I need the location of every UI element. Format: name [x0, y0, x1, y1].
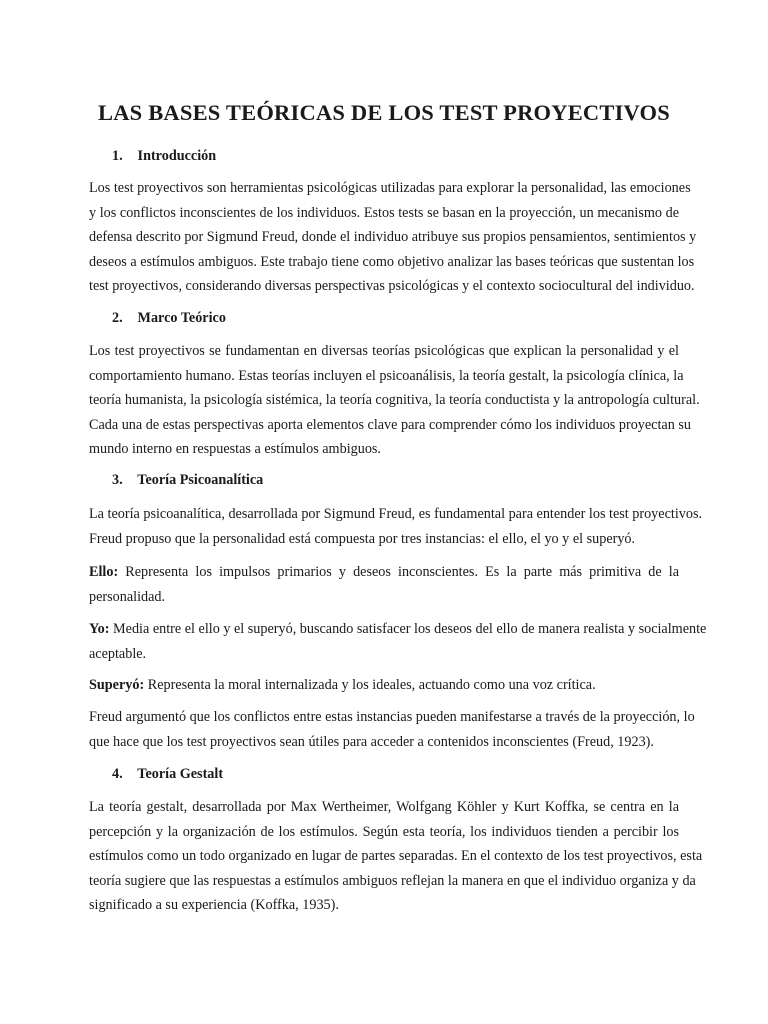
paragraph-marco-teorico: [89, 339, 700, 462]
term-yo: [89, 617, 707, 666]
text-line: defensa descrito por Sigmund Freud, donde el individuo atribuye sus propios pensamientos, sentimientos y: [89, 229, 697, 246]
section-number: 2.: [112, 310, 123, 326]
term-superyo: [89, 673, 679, 698]
section-number: 4.: [112, 766, 123, 782]
paragraph-freud-conclusion: [89, 705, 695, 754]
term-label: Superyó:: [89, 677, 145, 693]
text-line: mundo interno en respuestas a estímulos ambiguos.: [89, 441, 381, 458]
section-title: Marco Teórico: [137, 310, 226, 326]
term-label: Ello:: [89, 564, 119, 580]
text-line: Freud propuso que la personalidad está compuesta por tres instancias: el ello, el yo y el superyó.: [89, 530, 636, 547]
term-label: Yo:: [89, 621, 110, 637]
document-title: LAS BASES TEÓRICAS DE LOS TEST PROYECTIVOS: [98, 100, 670, 125]
section-number: 1.: [112, 148, 123, 164]
section-heading-marco-teorico: [112, 308, 226, 328]
paragraph-teoria-gestalt: [89, 795, 703, 918]
paragraph-teoria-psicoanalitica: [89, 502, 703, 551]
text-line: La teoría gestalt, desarrollada por Max Wertheimer, Wolfgang Köhler y Kurt Koffka, se centra en la: [89, 799, 679, 815]
text-line: La teoría psicoanalítica, desarrollada por Sigmund Freud, es fundamental para entender los test proyectivos.: [89, 506, 703, 522]
text-line: teoría humanista, la psicología sistémica, la teoría cognitiva, la teoría conductista y la antropología cultural.: [89, 392, 700, 409]
text-line: Freud argumentó que los conflictos entre estas instancias pueden manifestarse a través de la proyección, lo: [89, 709, 695, 725]
text-line: [89, 673, 679, 698]
text-line: Los test proyectivos se fundamentan en diversas teorías psicológicas que explican la personalidad y el: [89, 343, 679, 359]
section-heading-teoria-psicoanalitica: [112, 470, 263, 490]
section-title: Teoría Psicoanalítica: [137, 472, 264, 488]
section-title: Introducción: [137, 148, 217, 164]
section-number: 3.: [112, 472, 123, 488]
text-line: percepción y la organización de los estímulos. Según esta teoría, los individuos tienden a percibir los: [89, 823, 679, 840]
text-line: Cada una de estas perspectivas aporta elementos clave para comprender cómo los individuos proyectan su: [89, 416, 691, 433]
text-line: estímulos como un todo organizado en lugar de partes separadas. En el contexto de los test proyectivos, esta: [89, 848, 703, 865]
text-line: [89, 617, 707, 642]
term-definition: Media entre el ello y el superyó, buscando satisfacer los deseos del ello de manera realista y socialmente: [109, 621, 707, 637]
text-line: [89, 560, 679, 585]
term-ello: [89, 560, 679, 609]
term-definition: Representa los impulsos primarios y deseos inconscientes. Es la parte más primitiva de la: [118, 564, 679, 580]
text-line: aceptable.: [89, 645, 147, 662]
section-title: Teoría Gestalt: [137, 766, 224, 782]
text-line: deseos a estímulos ambiguos. Este trabajo tiene como objetivo analizar las bases teóricas que sustentan los: [89, 253, 695, 270]
section-heading-introduccion: [112, 146, 216, 166]
text-line: teoría sugiere que las respuestas a estímulos ambiguos reflejan la manera en que el individuo organiza y da: [89, 872, 696, 889]
text-line: comportamiento humano. Estas teorías incluyen el psicoanálisis, la teoría gestalt, la psicología clínica, la: [89, 367, 684, 384]
text-line: y los conflictos inconscientes de los individuos. Estos tests se basan en la proyección, un mecanismo de: [89, 204, 679, 221]
text-line: que hace que los test proyectivos sean útiles para acceder a contenidos inconscientes (Freud, 1923).: [89, 733, 654, 750]
text-line: significado a su experiencia (Koffka, 1935).: [89, 897, 339, 914]
term-definition: Representa la moral internalizada y los ideales, actuando como una voz crítica.: [144, 677, 596, 693]
text-line: Los test proyectivos son herramientas psicológicas utilizadas para explorar la personalidad, las emociones: [89, 180, 691, 196]
text-line: test proyectivos, considerando diversas perspectivas psicológicas y el contexto sociocultural del individuo.: [89, 278, 695, 295]
section-heading-teoria-gestalt: [112, 764, 223, 784]
paragraph-introduccion: [89, 176, 697, 299]
text-line: personalidad.: [89, 588, 166, 605]
